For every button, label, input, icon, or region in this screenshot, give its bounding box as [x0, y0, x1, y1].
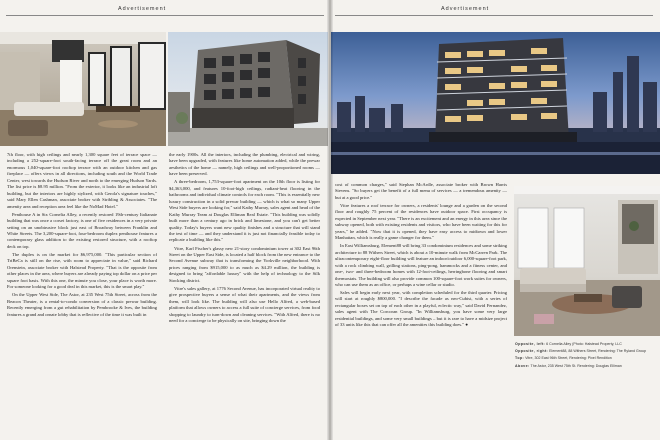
left-column-1 — [7, 152, 157, 434]
right-column-1 — [335, 182, 507, 436]
credit-item: Top: Vitre, 302 East 96th Street, Rendering: Pixel Rendition — [515, 356, 612, 361]
article-paragraph: In East Williamsburg, Element88 will bring 33 condominium residences and some striking architecture to 88 Withers Street, which is about a 10-minute walk from McCarren Park. The ultracontemporary eight-floor building will feature an indoor/outdoor 6,000-square-foot park, with a rock climbing wall, grilling stations, ping-pong, hammocks and a fitness center, and one-, two- and three-bedroom homes with 12-foot-ceilings, herringbone flooring and smart thermostats. The building will also provide common 100-square-foot work suites for owners, who can use them as an office, or perhaps a wine cellar or studio. — [335, 243, 507, 287]
header-rule — [335, 15, 653, 16]
article-paragraph: Vitre features a roof terrace for owners, a residents' lounge and a garden on the second floor and roughly 75 percent of the residences have outdoor space. First occupancy is expected in September next year. "There is an excitement and an energy in this area since the subway opened, both with existing residents and visitors, who have been waiting for this for years," he added. "Now that it is opened, they have easy access to midtown and lower Manhattan, which is really a game changer for them." — [335, 202, 507, 241]
living-room-illustration — [514, 186, 660, 336]
credit-item: Above: The Astor, 235 West 75th St. Rendering: Douglas Elliman — [515, 363, 622, 368]
building-exterior-photo — [168, 32, 328, 146]
advertisement-header-left: Advertisement — [118, 6, 167, 12]
article-paragraph: On the Upper West Side, The Astor, at 235 West 75th Street, across from the Beacon Theater, is a rental-to-condo conversion of a classic prewar building. Recently emerging from a gut rehabilitation by Pembrooke & Ives, the building features a grand and ornate lobby that is reflective of the time it was built in — [7, 292, 157, 317]
article-paragraph: Vitre, Karl Fischer's glassy new 21-story condominium tower at 302 East 96th Street on the Upper East Side, is located a half block from the new entrance to the Second Avenue subway that is transforming the Yorkville neighborhood. With prices ranging from $915,000 to as much as $4.29 million, the building is designed to bring "affordable luxury" with the help of technology to the Silk Stocking district. — [169, 245, 320, 283]
building-exterior-illustration — [168, 32, 328, 146]
credit-item: Opposite, left: 6 Cornelia Alley (Photo: Halstead Property, LLC — [515, 342, 622, 346]
tower-rendering-illustration — [331, 32, 660, 174]
article-paragraph: cost of common charges," said Stephan McArdle, associate broker with Brown Harris Stevens. "So buyers get the benefit of a full menu of services — a tremendous amenity — but at a good price." — [335, 182, 507, 200]
loft-interior-illustration — [0, 32, 166, 146]
advertisement-header-right: Advertisement — [441, 6, 490, 12]
left-page — [0, 0, 329, 440]
loft-interior-photo — [0, 32, 166, 146]
photo-credits — [515, 342, 653, 371]
article-paragraph: the early 1900s. All the interiors, including the plumbing, electrical and wiring, have been upgraded, with features like home automation added, while the prewar aesthetics of the home — namely, high ceilings and well-proportioned rooms — have been preserved. — [169, 152, 320, 177]
living-room-photo — [514, 186, 660, 336]
article-paragraph: Penthouse A in Six Cornelia Alley, a recently restored 19th-century Italianate building that was once a corset factory, is one of five residences in a very private setting on an unobtrusive block just east of Broadway between Franklin and White Streets. The 3,200-square-foot, four-bedroom duplex penthouse features a contemporary glass addition to the existing restored structure, with a rooftop deck on top. — [7, 211, 157, 249]
article-paragraph: Sales will begin early next year, with completion scheduled for the third quarter. Pricing will start at roughly $800,000. "I describe the facade as neo-Cubist, with a series of rectangular boxes set on top of each other in a playful, eclectic way," said David Fernandez, sales agent with The Corcoran Group. "In Williamsburg, you have some very large residential buildings, and some very small buildings – but it is rare to have a midsize project of 33 units like this that can offer all the amenities this building does." ● — [335, 290, 507, 328]
article-paragraph: The duplex is on the market for $6,975,000. "This particular section of TriBeCa is still on the rise, with room to appreciate in value," said Richard Orenstein, associate broker with Halstead Property. "That is the opposite from other places in the area, where buyers are already paying top dollar on a price per square foot basis. With this one, the minute you close, your place is worth more. For someone looking for a good deal in this market, this is the smart play." — [7, 251, 157, 290]
article-paragraph: A three-bedroom, 1,753-square-foot apartment on the 10th floor is listing for $4,363,000, and features 10-foot-high ceilings, radiant-heat flooring in the bathrooms and individual climate controls for each room. "This is essentially new luxury construction in a solid prewar building — which is what so many Upper West Side buyers are looking for," said Kathy Murray, sales agent and head of the Kathy Murray Team at Douglas Elliman Real Estate. "This building was solidly built more than a century ago in brick and limestone, and you can't get better quality. Today's buyers want new quality finishes and a structure that will stand the test of time — and they understand it is just not financially feasible today to replicate a building like this." — [169, 179, 320, 243]
header-rule — [6, 15, 324, 16]
night-tower-rendering — [331, 32, 660, 174]
page-gutter — [327, 0, 333, 440]
right-page — [331, 0, 660, 440]
article-paragraph: Vitre's sales gallery, at 1776 Second Avenue, has incorporated virtual reality to give prospective buyers a sense of what their apartments, and the views from them, will look like. The building will also use Hello Alfred, a web-based platform that allows owners to access a full suite of concierge services, from food shopping to laundry to turn-down and cleaning services. "With Alfred, there is no need for a concierge to be physically on site, bringing down the — [169, 285, 320, 324]
left-column-2 — [169, 152, 320, 434]
article-paragraph: 7th floor, with high ceilings and nearly 1,300 square feet of terrace space — including a 252-square-foot south-facing terrace off the great room and an enormous 1,040-square-foot rooftop terrace with an outdoor kitchen and gas fireplace — offers views in all directions, including south and the World Trade Center, west towards the Hudson River and north to the emerging Hudson Yards. The list price is $8.95 million. "From the exterior, it looks like an industrial loft building, but the interiors are highly stylized, with Gerola's signature touches," said Mary Ellen Cashman, associate broker with Stribling & Associates. "The amenity area and reception area feel like the NoMad Hotel." — [7, 152, 157, 209]
credit-item: Opposite, right: Element88, 88 Withers Street, Rendering: The Ryland Group — [515, 349, 646, 354]
